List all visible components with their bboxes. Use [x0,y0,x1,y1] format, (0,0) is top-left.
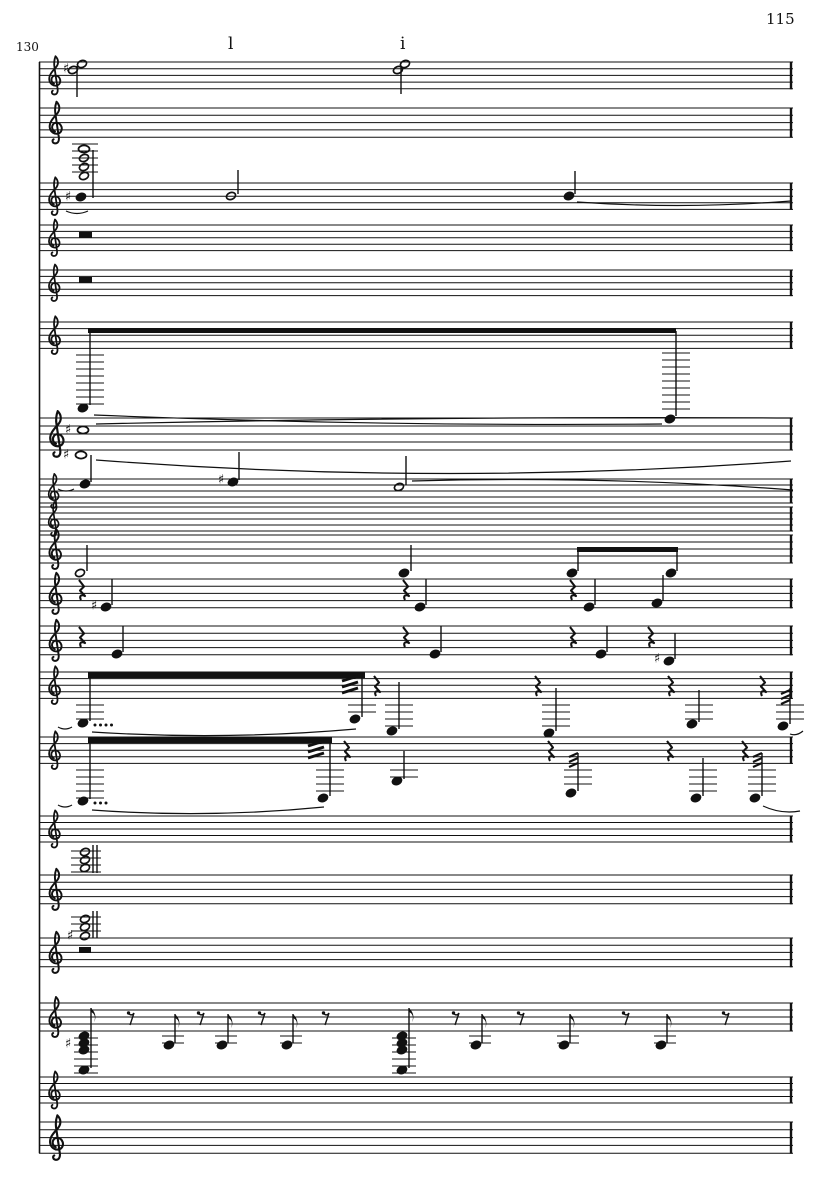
svg-text:♯: ♯ [64,189,72,205]
staff-17 [39,911,793,973]
staff-5 [39,265,793,301]
svg-text:♯: ♯ [62,61,70,77]
measure-number: 130 [16,40,39,54]
staff-3 [39,144,793,215]
staff-19 [39,1071,793,1108]
staff-1 [39,56,793,97]
staff-15 [39,810,793,847]
page-number: 115 [766,10,795,28]
svg-text:♯: ♯ [66,928,74,944]
staff-8 [39,452,793,508]
svg-text:♯: ♯ [64,1036,72,1052]
staff-9 [39,502,793,536]
staff-20 [39,1115,793,1159]
svg-text:♯: ♯ [90,598,98,614]
svg-text:♯: ♯ [64,422,72,438]
staff-4 [39,220,793,256]
staff-11 [39,573,793,614]
annotation-i: i [400,34,406,54]
staff-10 [39,529,793,578]
staff-18 [39,997,793,1075]
staff-2 [39,102,793,144]
staff-6 [39,316,793,424]
staff-13 [39,666,804,738]
staff-14 [39,731,800,813]
annotation-l: l [228,34,234,54]
staff-7 [39,411,793,473]
staff-16 [39,845,793,910]
svg-text:♯: ♯ [62,447,70,463]
svg-text:♯: ♯ [217,472,225,488]
staff-12 [39,620,793,667]
svg-text:♯: ♯ [653,651,661,667]
